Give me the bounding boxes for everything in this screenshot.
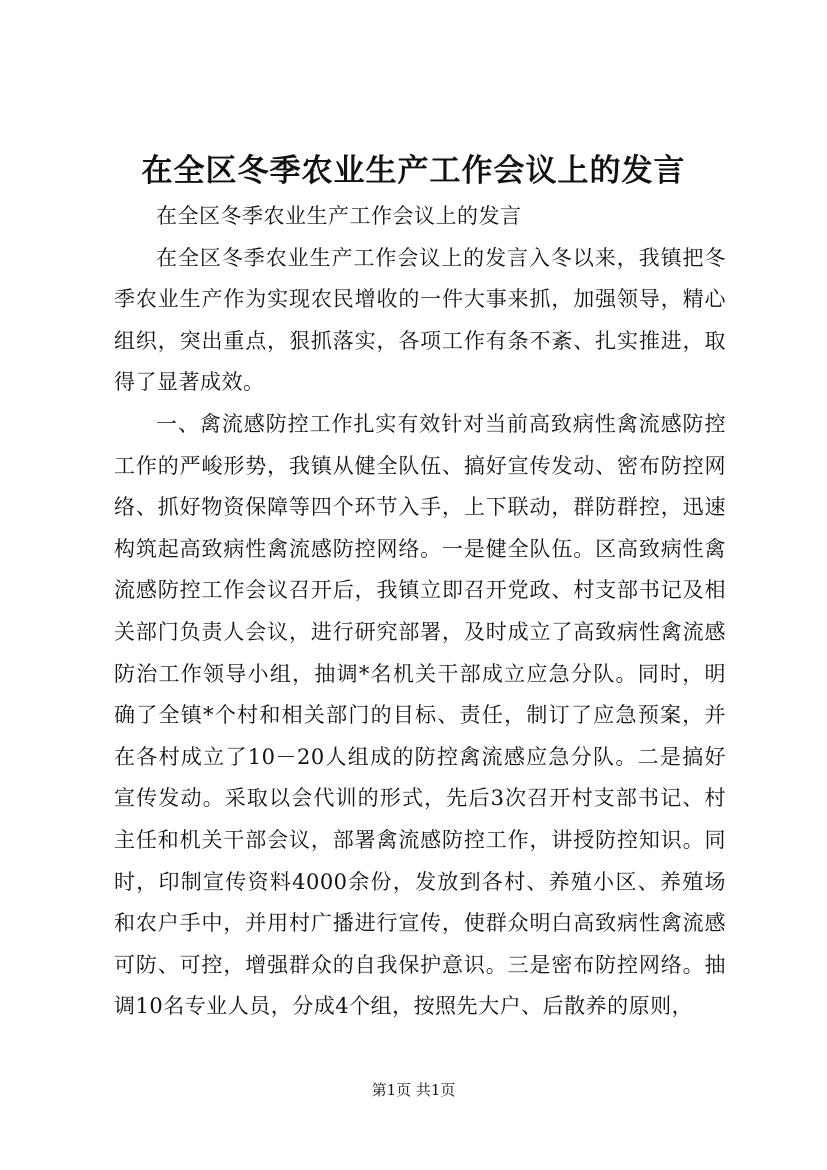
section-one-paragraph: 一、禽流感防控工作扎实有效针对当前高致病性禽流感防控工作的严峻形势，我镇从健全队伍、搞好宣传发动、密布防控网络、抓好物资保障等四个环节入手，上下联动，群防群控，迅速构筑起高致病性禽流感防控网络。一是健全队伍。区高致病性禽流感防控工作会议召开后，我镇立即召开党政、村支部书记及相关部门负责人会议，进行研究部署，及时成立了高致病性禽流感防治工作领导小组，抽调*名机关干部成立应急分队。同时，明确了全镇*个村和相关部门的目标、责任，制订了应急预案，并在各村成立了10－20人组成的防控禽流感应急分队。二是搞好宣传发动。采取以会代训的形式，先后3次召开村支部书记、村主任和机关干部会议，部署禽流感防控工作，讲授防控知识。同时，印制宣传资料4000余份，发放到各村、养殖小区、养殖场和农户手中，并用村广播进行宣传，使群众明白高致病性禽流感可防、可控，增强群众的自我保护意识。三是密布防控网络。抽调10名专业人员，分成4个组，按照先大户、后散养的原则， <box>114 411 726 1019</box>
intro-paragraph: 在全区冬季农业生产工作会议上的发言入冬以来，我镇把冬季农业生产作为实现农民增收的一件大事来抓，加强领导，精心组织，突出重点，狠抓落实，各项工作有条不紊、扎实推进，取得了显著成效。 <box>114 245 726 395</box>
subtitle-paragraph: 在全区冬季农业生产工作会议上的发言 <box>156 204 522 228</box>
document-body <box>114 196 726 1028</box>
page-footer: 第1页 共1页 <box>371 1081 456 1099</box>
document-title: 在全区冬季农业生产工作会议上的发言 <box>141 153 686 189</box>
